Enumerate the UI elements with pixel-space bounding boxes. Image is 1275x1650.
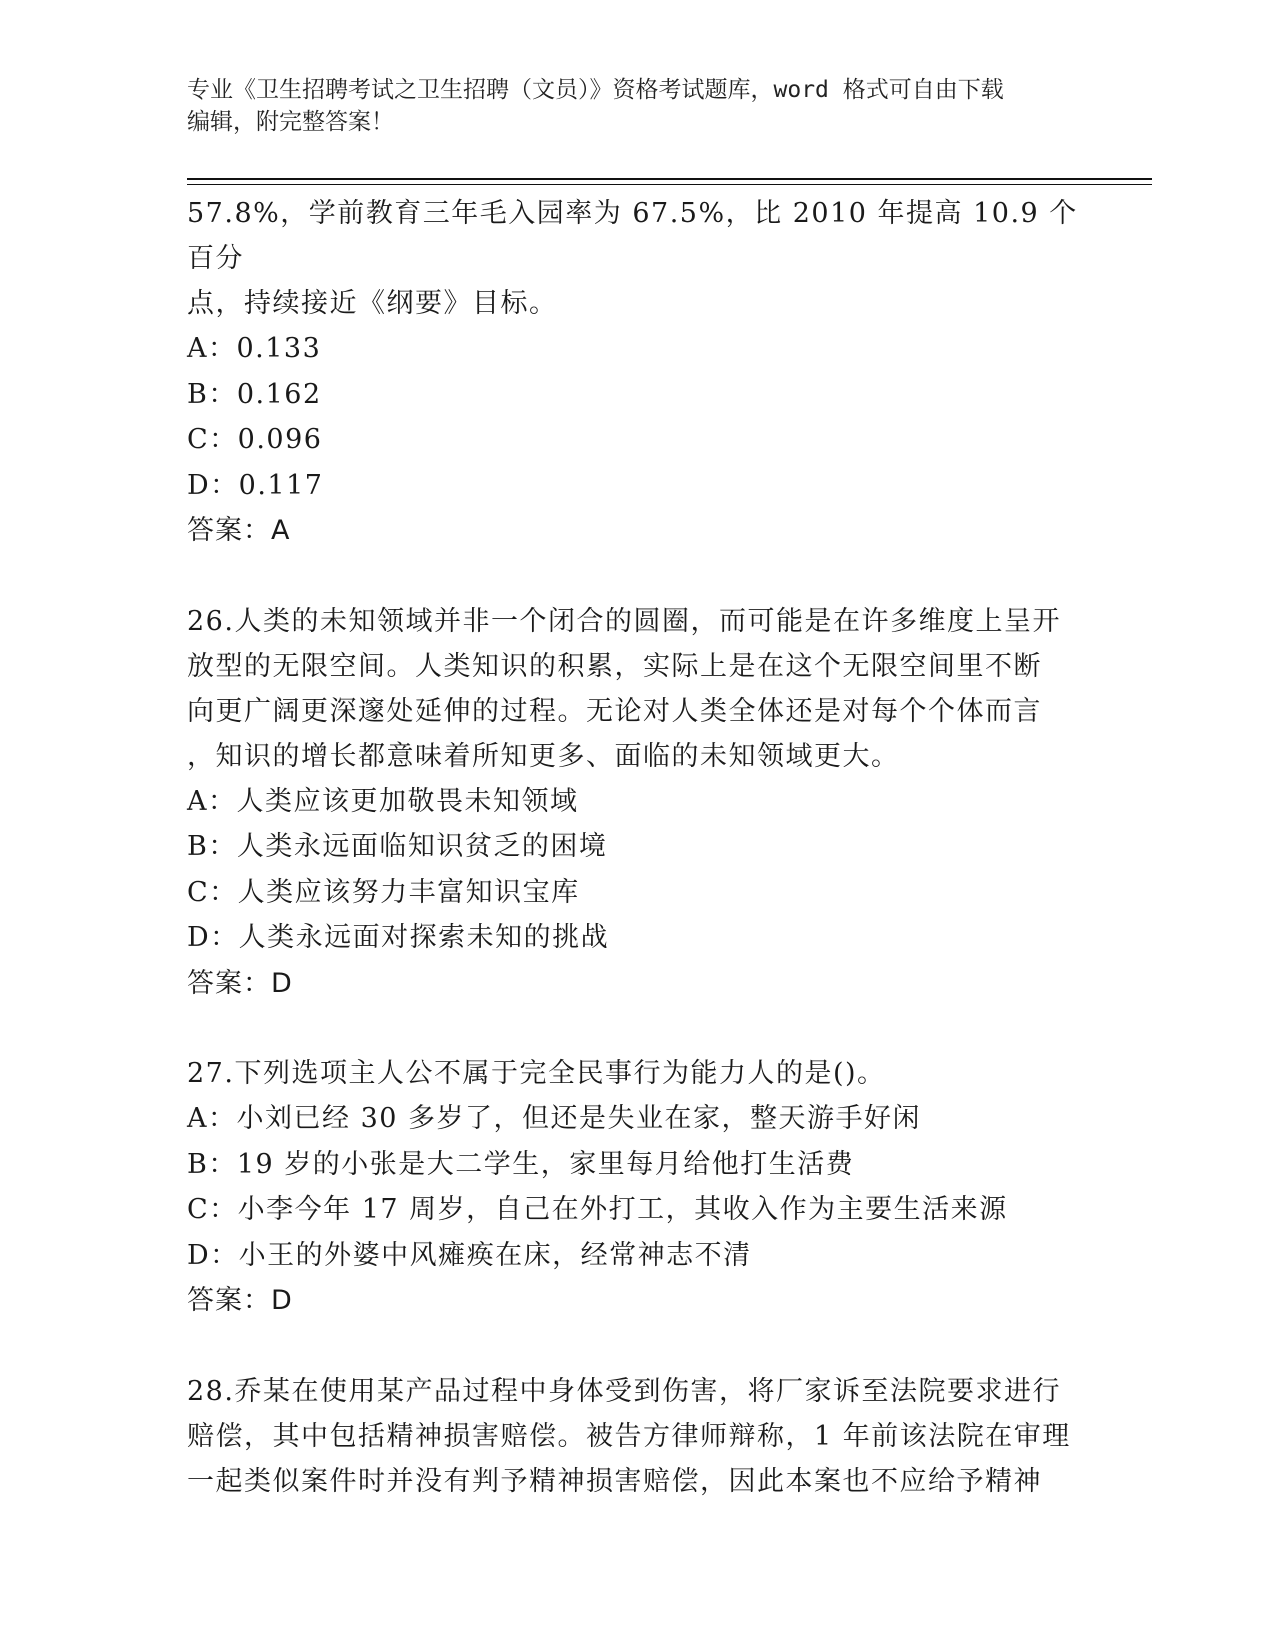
question-text-line: 57.8%，学前教育三年毛入园率为 67.5%，比 2010 年提高 10.9 个百分	[187, 198, 1078, 274]
question-text-line: 一起类似案件时并没有判予精神损害赔偿，因此本案也不应给予精神	[187, 1465, 1042, 1497]
question-text-line: 赔偿，其中包括精神损害赔偿。被告方律师辩称，1 年前该法院在审理	[187, 1420, 1071, 1452]
question-26	[187, 599, 1087, 1007]
answer-line: 答案：A	[187, 515, 291, 546]
question-text-line: 28.乔某在使用某产品过程中身体受到伤害，将厂家诉至法院要求进行	[187, 1375, 1061, 1407]
header-line-1: 专业《卫生招聘考试之卫生招聘（文员）》资格考试题库，word 格式可自由下载	[187, 77, 1004, 103]
option-a: A：0.133	[187, 333, 322, 364]
question-spacer	[187, 1324, 1087, 1369]
question-27	[187, 1051, 1087, 1324]
question-spacer	[187, 554, 1087, 599]
page-header	[187, 74, 1087, 138]
question-28	[187, 1369, 1087, 1504]
question-spacer	[187, 1006, 1087, 1051]
option-b: B：0.162	[187, 378, 322, 410]
question-text-line: 26.人类的未知领域并非一个闭合的圆圈，而可能是在许多维度上呈开	[187, 605, 1061, 637]
page-content	[187, 191, 1087, 1504]
question-25-tail	[187, 191, 1087, 554]
option-c: C：人类应该努力丰富知识宝库	[187, 876, 580, 908]
option-d: D：人类永远面对探索未知的挑战	[187, 922, 610, 953]
option-d: D：0.117	[187, 469, 324, 501]
option-b: B：人类永远面临知识贫乏的困境	[187, 831, 608, 862]
question-text-line: 点，持续接近《纲要》目标。	[187, 288, 558, 319]
question-text-line: 27.下列选项主人公不属于完全民事行为能力人的是()。	[187, 1058, 886, 1089]
question-text-line: 向更广阔更深邃处延伸的过程。无论对人类全体还是对每个个体而言	[187, 695, 1042, 727]
header-line-2: 编辑，附完整答案！	[187, 109, 394, 135]
question-text-line: 放型的无限空间。人类知识的积累，实际上是在这个无限空间里不断	[187, 650, 1042, 682]
answer-line: 答案：D	[187, 967, 293, 999]
option-d: D：小王的外婆中风瘫痪在床，经常神志不清	[187, 1239, 752, 1271]
header-rule-thick	[187, 178, 1152, 180]
answer-line: 答案：D	[187, 1285, 293, 1316]
header-rule-thin	[187, 184, 1152, 185]
option-a: A：人类应该更加敬畏未知领域	[187, 785, 579, 817]
option-c: C：0.096	[187, 424, 323, 455]
option-b: B：19 岁的小张是大二学生，家里每月给他打生活费	[187, 1148, 855, 1180]
question-text-line: ，知识的增长都意味着所知更多、面临的未知领域更大。	[187, 740, 900, 772]
option-a: A：小刘已经 30 多岁了，但还是失业在家，整天游手好闲	[187, 1103, 922, 1134]
option-c: C：小李今年 17 周岁，自己在外打工，其收入作为主要生活来源	[187, 1194, 1008, 1225]
